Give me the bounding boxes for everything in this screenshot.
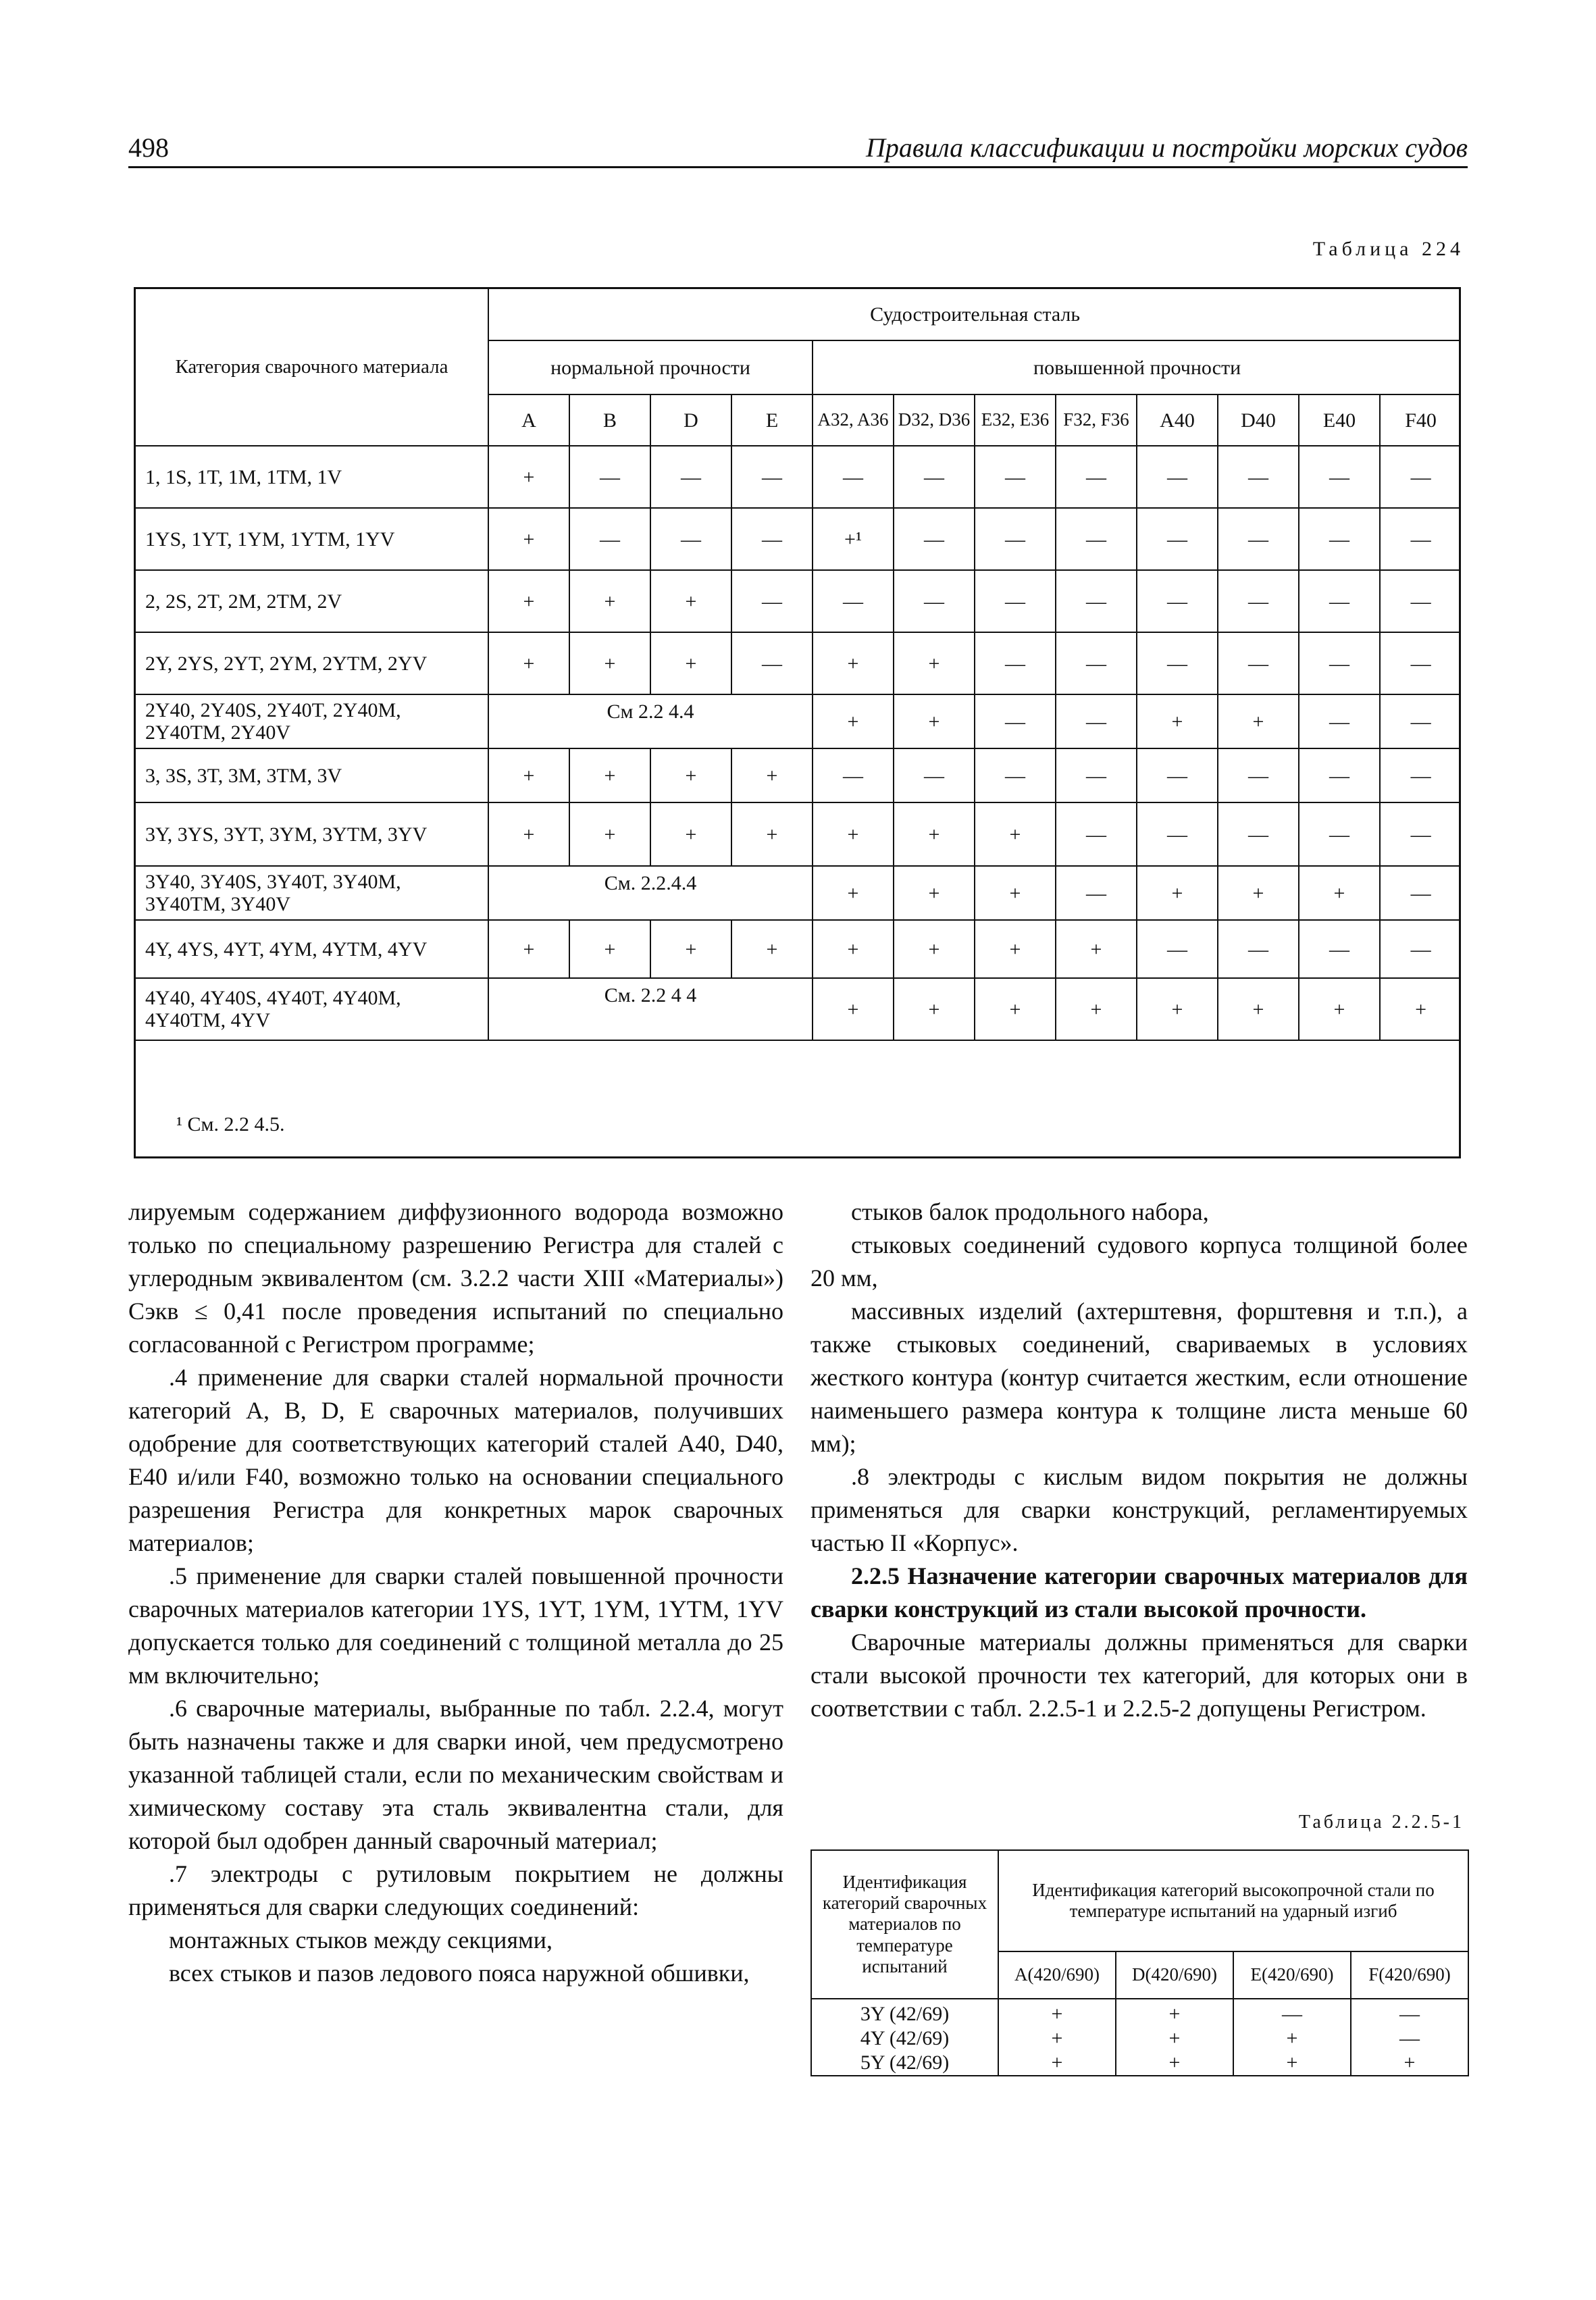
value-cell: + [488,748,569,802]
category-cell: 2Y, 2YS, 2YT, 2YM, 2YTM, 2YV [136,632,488,694]
value-cell: — [975,748,1056,802]
grade-values: — — + [1351,1999,1468,2076]
category-cell: 3, 3S, 3T, 3M, 3TM, 3V [136,748,488,802]
value-cell: + [1218,978,1299,1040]
value-cell: + [488,446,569,508]
value-cell: — [1218,802,1299,866]
value-cell: — [1137,748,1218,802]
value-cell: + [1137,978,1218,1040]
grade-header: D40 [1218,394,1299,446]
value-cell: + [650,920,731,978]
value-cell: — [1299,446,1380,508]
value-cell: — [894,570,975,632]
table-224 [134,287,1461,1158]
table-row [136,920,1461,978]
value-cell: — [731,632,813,694]
value-cell: — [1137,920,1218,978]
category-cell: 1YS, 1YT, 1YM, 1YTM, 1YV [136,508,488,570]
value-cell: + [1056,978,1137,1040]
paragraph: .8 электроды с кислым видом покрытия не должны применяться для сварки конструкций, регламентируемых частью II «Корпус». [810,1463,1468,1556]
value-cell: — [1137,570,1218,632]
value-cell: — [894,748,975,802]
category-list: 3Y (42/69) 4Y (42/69) 5Y (42/69) [811,1999,998,2076]
high-strength-header: повышенной прочности [813,340,1461,394]
value-cell: — [813,748,894,802]
grade-header: A(420/690) [998,1951,1116,1999]
value-cell: — [1056,632,1137,694]
value-cell: + [569,920,650,978]
grade-header: A [488,394,569,446]
value-cell: + [1137,866,1218,920]
value-cell: — [975,632,1056,694]
grade-header: F40 [1380,394,1461,446]
value-cell: — [1056,748,1137,802]
grade-header: F32, F36 [1056,394,1137,446]
value-cell: + [731,802,813,866]
value-cell: + [1299,978,1380,1040]
value-cell: + [1056,920,1137,978]
value-cell: + [813,694,894,748]
value-cell: — [1056,570,1137,632]
paragraph: массивных изделий (ахтерштевня, форштевня и т.п.), а также стыковых соединений, свариваемых в условиях жесткого контура (контур считается жестким, если отношение наименьшего размера контура к толщине листа меньше 60 мм); [810,1298,1468,1457]
category-cell: 4Y, 4YS, 4YT, 4YM, 4YTM, 4YV [136,920,488,978]
category-cell: 2, 2S, 2T, 2M, 2TM, 2V [136,570,488,632]
grade-header: E(420/690) [1233,1951,1351,1999]
value-cell: — [1380,866,1461,920]
paragraph: .5 применение для сварки сталей повышенной прочности сварочных материалов категории 1YS, 1YT, 1YM, 1YTM, 1YV допускается только для соединений с толщиной металла до 25 мм включительно; [128,1562,783,1689]
value-cell: + [1380,978,1461,1040]
value-cell: + [569,802,650,866]
paragraph: стыков балок продольного набора, [851,1198,1209,1225]
value-cell: — [894,446,975,508]
value-cell: — [1299,748,1380,802]
value-cell: — [1218,570,1299,632]
category-header: Категория сварочного материала [136,289,488,446]
value-cell: + [894,632,975,694]
value-cell: — [975,570,1056,632]
left-column [128,1196,783,1990]
paragraph: монтажных стыков между секциями, [169,1926,553,1953]
see-reference-cell: См. 2.2 4 4 [488,978,813,1040]
value-cell: + [813,802,894,866]
value-cell: + [813,632,894,694]
grade-header: A40 [1137,394,1218,446]
id-header: Идентификация категорий сварочных материалов по температуре испытаний [811,1850,998,1999]
value-cell: — [1299,632,1380,694]
value-cell: + [975,978,1056,1040]
value-cell: — [894,508,975,570]
value-cell: — [1137,508,1218,570]
page-number: 498 [128,132,169,163]
table-row [136,802,1461,866]
value-cell: — [1137,632,1218,694]
value-cell: + [975,920,1056,978]
value-cell: — [650,508,731,570]
paragraph: Сварочные материалы должны применяться для сварки стали высокой прочности тех категорий, для которых они в соответствии с табл. 2.2.5-1 и 2.2.5-2 допущены Регистром. [810,1629,1468,1722]
value-cell: + [650,802,731,866]
table-row [136,694,1461,748]
grade-header: B [569,394,650,446]
footnote-row [136,1040,1461,1121]
value-cell: — [1380,748,1461,802]
value-cell: — [1380,694,1461,748]
value-cell: + [1218,866,1299,920]
value-cell: — [1137,802,1218,866]
category-cell: 3Y, 3YS, 3YT, 3YM, 3YTM, 3YV [136,802,488,866]
category-cell: 4Y40, 4Y40S, 4Y40T, 4Y40M, 4Y40TM, 4YV [136,978,488,1040]
running-title: Правила классификации и постройки морских судов [865,132,1468,163]
table-row [136,748,1461,802]
value-cell: + [650,632,731,694]
table-2251-caption: Таблица 2.2.5-1 [1298,1812,1464,1833]
value-cell: + [813,978,894,1040]
value-cell: + [894,694,975,748]
table-row [136,866,1461,920]
value-cell: — [1380,508,1461,570]
table-2251 [810,1849,1468,2072]
value-cell: — [1218,748,1299,802]
value-cell: + [569,570,650,632]
value-cell: — [975,694,1056,748]
grade-values: + + + [998,1999,1116,2076]
value-cell: + [813,920,894,978]
value-cell: — [569,446,650,508]
table-224-caption: Таблица 224 [1312,238,1464,260]
grade-header: D [650,394,731,446]
grade-header: D(420/690) [1116,1951,1233,1999]
table-row [136,446,1461,508]
value-cell: + [650,748,731,802]
value-cell: — [731,508,813,570]
value-cell: — [975,446,1056,508]
value-cell: + [569,748,650,802]
value-cell: — [569,508,650,570]
value-cell: — [1380,570,1461,632]
value-cell: + [1218,694,1299,748]
header-rule [128,166,1468,168]
steel-header: Судостроительная сталь [488,289,1461,340]
value-cell: + [488,632,569,694]
value-cell: — [975,508,1056,570]
value-cell: — [1299,920,1380,978]
value-cell: — [1299,694,1380,748]
normal-strength-header: нормальной прочности [488,340,813,394]
table-row [136,978,1461,1040]
table-224-footnote: ¹ См. 2.2 4.5. [176,1113,285,1135]
value-cell: + [975,866,1056,920]
value-cell: — [1056,802,1137,866]
grade-header: F(420/690) [1351,1951,1468,1999]
see-reference-cell: См. 2.2.4.4 [488,866,813,920]
table-row [136,570,1461,632]
value-cell: — [1380,446,1461,508]
paragraph: .6 сварочные материалы, выбранные по табл. 2.2.4, могут быть назначены также и для сварки иной, чем предусмотрено указанной таблицей стали, если по механическим свойствам и химическому составу эта сталь эквивалентна стали, для которой был одобрен данный сварочный материал; [128,1695,783,1854]
value-cell: + [731,920,813,978]
grade-header: E [731,394,813,446]
grade-values: + + + [1116,1999,1233,2076]
value-cell: + [488,920,569,978]
paragraph: всех стыков и пазов ледового пояса наружной обшивки, [169,1960,750,1987]
value-cell: — [1218,508,1299,570]
grade-values: — + + [1233,1999,1351,2076]
grade-header: E32, E36 [975,394,1056,446]
value-cell: — [1380,802,1461,866]
paragraph: лируемым содержанием диффузионного водорода возможно только по специальному разрешению Регистра для сталей с углеродным эквивалентом (см. 3.2.2 части XIII «Материалы») Сэкв ≤ 0,41 после проведения испытаний по специально согласованной с Регистром программе; [128,1198,783,1358]
value-cell: — [1380,920,1461,978]
value-cell: + [488,802,569,866]
value-cell: — [1056,508,1137,570]
steel-id-header: Идентификация категорий высокопрочной стали по температуре испытаний на ударный изгиб [998,1850,1468,1951]
value-cell: + [894,866,975,920]
value-cell: — [1056,446,1137,508]
category-cell: 3Y40, 3Y40S, 3Y40T, 3Y40M, 3Y40TM, 3Y40V [136,866,488,920]
category-cell: 1, 1S, 1T, 1M, 1TM, 1V [136,446,488,508]
value-cell: — [1218,446,1299,508]
table-row [136,508,1461,570]
value-cell: — [1056,694,1137,748]
value-cell: + [894,978,975,1040]
paragraph: стыковых соединений судового корпуса толщиной более 20 мм, [810,1231,1468,1292]
section-heading: 2.2.5 Назначение категории сварочных материалов для сварки конструкций из стали высокой прочности. [810,1562,1468,1622]
value-cell: — [731,570,813,632]
value-cell: + [569,632,650,694]
value-cell: — [1380,632,1461,694]
value-cell: + [650,570,731,632]
value-cell: +¹ [813,508,894,570]
value-cell: — [1299,802,1380,866]
value-cell: — [731,446,813,508]
value-cell: — [813,446,894,508]
value-cell: — [650,446,731,508]
value-cell: — [813,570,894,632]
value-cell: + [1137,694,1218,748]
value-cell: + [813,866,894,920]
paragraph: .7 электроды с рутиловым покрытием не должны применяться для сварки следующих соединений: [128,1860,783,1920]
value-cell: + [488,570,569,632]
value-cell: + [894,920,975,978]
paragraph: .4 применение для сварки сталей нормальной прочности категорий A, B, D, E сварочных материалов, получивших одобрение для соответствующих категорий сталей A40, D40, E40 и/или F40, возможно только на основании специального разрешения Регистра для конкретных марок сварочных материалов; [128,1364,783,1556]
value-cell: — [1218,920,1299,978]
value-cell: — [1218,632,1299,694]
table-row [136,632,1461,694]
value-cell: + [1299,866,1380,920]
value-cell: — [1056,866,1137,920]
value-cell: — [1299,570,1380,632]
value-cell: + [488,508,569,570]
category-cell: 2Y40, 2Y40S, 2Y40T, 2Y40M, 2Y40TM, 2Y40V [136,694,488,748]
value-cell: — [1299,508,1380,570]
value-cell: — [1137,446,1218,508]
value-cell: + [731,748,813,802]
right-column [810,1196,1468,1725]
see-reference-cell: См 2.2 4.4 [488,694,813,748]
grade-header: E40 [1299,394,1380,446]
grade-header: A32, A36 [813,394,894,446]
value-cell: + [894,802,975,866]
grade-header: D32, D36 [894,394,975,446]
value-cell: + [975,802,1056,866]
